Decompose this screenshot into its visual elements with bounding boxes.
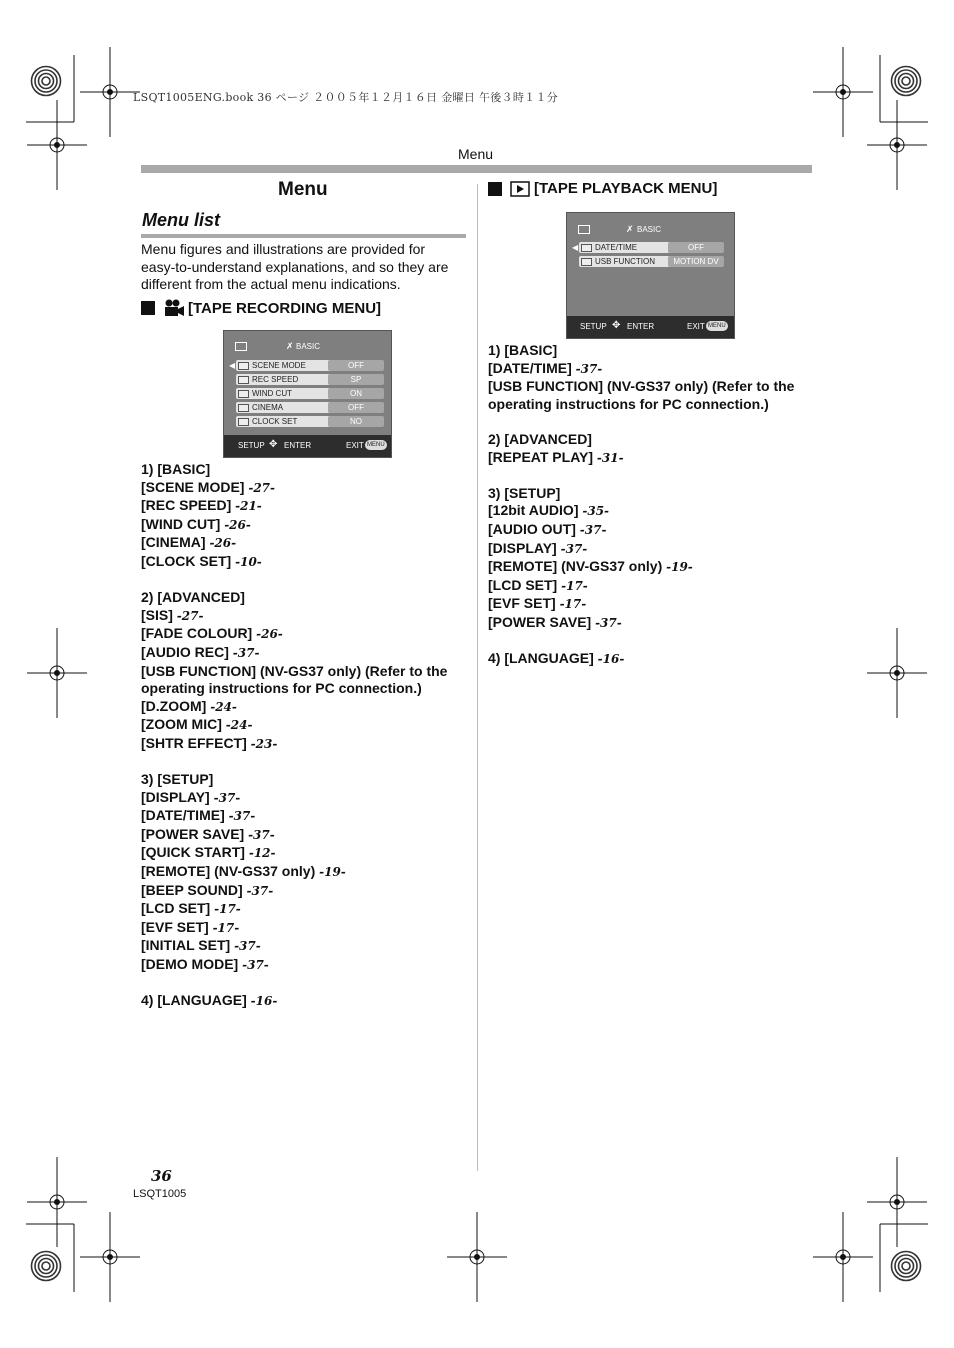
color-target-mark: [899, 1259, 914, 1274]
menu-item-name: [LCD SET]: [141, 900, 215, 917]
menu-item-icon: [581, 258, 592, 266]
movie-camera-icon: [163, 299, 185, 317]
page-reference: -31-: [596, 450, 624, 465]
menu-list-line: [488, 449, 818, 468]
menu-item-name: [AUDIO OUT]: [488, 520, 580, 537]
page-reference: -35-: [582, 504, 610, 519]
color-target-mark: [39, 1259, 54, 1274]
column-divider: [477, 184, 478, 1171]
page-reference: -37-: [575, 361, 603, 376]
header-rule: [141, 165, 812, 173]
registration-dot: [475, 1255, 480, 1260]
menu-item-name: [POWER SAVE]: [141, 825, 249, 842]
menu-badge: MENU: [367, 442, 385, 448]
menu-item-name: 1) [BASIC]: [141, 461, 211, 477]
playback-menu-list: [488, 342, 818, 669]
registration-dot: [55, 1200, 60, 1205]
menu-item-name: [D.ZOOM]: [141, 697, 211, 714]
menu-item-name: 1) [BASIC]: [488, 342, 558, 358]
play-icon: [510, 181, 530, 197]
screen-tab-label: BASIC: [637, 225, 662, 234]
menu-item-name: [DISPLAY]: [488, 539, 561, 556]
page-reference: -17-: [214, 902, 241, 917]
tape-recording-heading: [141, 299, 381, 317]
menu-item-name: 2) [ADVANCED]: [488, 430, 592, 447]
menu-list-line: [141, 497, 471, 516]
menu-list-line: [141, 625, 471, 644]
page-title: Menu: [278, 179, 328, 200]
page-reference: -37-: [560, 541, 588, 556]
registration-dot: [895, 143, 900, 148]
line-gap: [141, 572, 471, 590]
menu-item-name: [DATE/TIME]: [488, 359, 576, 376]
tool-icon: ✗: [286, 341, 294, 351]
line-gap: [488, 413, 818, 431]
menu-item-name: [WIND CUT]: [141, 515, 225, 532]
menu-list-line: [141, 479, 471, 498]
tape-icon: [235, 342, 247, 351]
page-reference: -16-: [250, 994, 278, 1009]
screen-footer-bar: [567, 316, 734, 338]
menu-list-line: [488, 540, 818, 559]
menu-item-name: [DEMO MODE]: [141, 956, 243, 973]
menu-item-name: [12bit AUDIO]: [488, 502, 583, 519]
screen-menu-value: OFF: [328, 360, 384, 371]
menu-item-name: 4) [LANGUAGE]: [488, 650, 598, 667]
menu-item-name: [REC SPEED]: [141, 497, 236, 514]
menu-list-line: [141, 937, 471, 956]
menu-list-line: [488, 558, 818, 577]
page-reference: -24-: [225, 718, 253, 733]
enter-label: ENTER: [284, 441, 312, 450]
menu-item-name: [DISPLAY]: [141, 788, 214, 805]
screen-menu-item: CLOCK SET: [236, 416, 340, 427]
page-reference: -26-: [224, 517, 251, 532]
page-reference: -12-: [248, 846, 276, 861]
page-reference: -26-: [209, 536, 237, 551]
registration-dot: [108, 90, 113, 95]
menu-list-line: [488, 431, 818, 449]
page-reference: -17-: [212, 920, 240, 935]
screen-menu-value: MOTION DV: [668, 256, 724, 267]
menu-item-name: 3) [SETUP]: [141, 771, 214, 788]
menu-item-name: [INITIAL SET]: [141, 937, 235, 954]
menu-item-icon: [581, 244, 592, 252]
menu-list-line: [141, 516, 471, 535]
recording-menu-list: [141, 461, 471, 1011]
menu-list-line: [488, 595, 818, 614]
registration-dot: [108, 1255, 113, 1260]
screen-menu-item: USB FUNCTION: [579, 256, 681, 267]
menu-list-line: [141, 919, 471, 938]
screen-menu-item: CINEMA: [236, 402, 340, 413]
menu-item-icon: [238, 404, 249, 412]
menu-list-line: [141, 644, 471, 663]
enter-label: ENTER: [627, 322, 655, 331]
menu-list-line: [141, 863, 471, 882]
screen-menu-value: OFF: [668, 242, 724, 253]
menu-list-line: [141, 807, 471, 826]
page-reference: -37-: [248, 827, 275, 842]
screen-menu-item: WIND CUT: [236, 388, 340, 399]
color-target-mark: [32, 67, 61, 96]
page-reference: -37-: [579, 522, 607, 537]
page-reference: -10-: [235, 554, 262, 569]
menu-item-name: [FADE COLOUR]: [141, 625, 257, 642]
menu-item-name: [REMOTE] (NV-GS37 only): [141, 863, 320, 880]
page-reference: -37-: [232, 645, 260, 660]
bullet-square-icon: [488, 182, 502, 196]
menu-item-name: [EVF SET]: [488, 595, 560, 612]
page-reference: -16-: [597, 652, 625, 667]
menu-list-line: [488, 360, 818, 379]
tool-icon: ✗: [626, 224, 634, 234]
menu-item-name: [CLOCK SET]: [141, 552, 236, 569]
menu-list-line: [141, 461, 471, 479]
menu-list-line: [141, 882, 471, 901]
menu-list-line: [488, 396, 818, 414]
registration-dot: [841, 90, 846, 95]
doc-code: LSQT1005: [133, 1188, 187, 1200]
registration-dot: [55, 143, 60, 148]
menu-list-line: [141, 534, 471, 553]
joystick-icon: ✥: [612, 320, 621, 331]
menu-item-name: [REMOTE] (NV-GS37 only): [488, 558, 667, 575]
recording-menu-screen: [223, 330, 392, 458]
menu-list-line: [141, 663, 471, 681]
setup-label: SETUP: [580, 322, 607, 331]
menu-item-icon: [238, 418, 249, 426]
selection-arrow-icon: ◀: [229, 361, 236, 370]
page-reference: -19-: [319, 865, 346, 880]
page-reference: -27-: [248, 480, 276, 495]
menu-list-line: [488, 614, 818, 633]
screen-menu-item: SCENE MODE: [236, 360, 340, 371]
color-target-mark: [32, 1252, 61, 1281]
menu-list-line: [488, 342, 818, 360]
screen-menu-value: OFF: [328, 402, 384, 413]
page-reference: -21-: [235, 499, 262, 514]
page-reference: -19-: [666, 560, 693, 575]
menu-item-icon: [238, 376, 249, 384]
menu-list-line: [488, 378, 818, 396]
page-reference: -37-: [213, 790, 241, 805]
page-reference: -37-: [228, 809, 256, 824]
registration-dot: [895, 671, 900, 676]
line-gap: [141, 975, 471, 993]
line-gap: [488, 633, 818, 651]
menu-list-line: [141, 789, 471, 808]
menu-list-line: [141, 826, 471, 845]
screen-menu-item: REC SPEED: [236, 374, 340, 385]
color-target-mark: [39, 74, 54, 89]
color-target-mark: [892, 1252, 921, 1281]
menu-item-name: [CINEMA]: [141, 534, 210, 551]
page-reference: -37-: [242, 958, 269, 973]
menu-item-name: [EVF SET]: [141, 918, 213, 935]
section-subtitle: Menu list: [142, 210, 221, 230]
menu-item-name: 4) [LANGUAGE]: [141, 992, 251, 1009]
color-target-mark: [42, 77, 50, 85]
page-reference: -26-: [256, 627, 283, 642]
tape-recording-title: [TAPE RECORDING MENU]: [188, 299, 382, 317]
menu-item-name: 3) [SETUP]: [488, 484, 561, 501]
menu-list-line: [141, 589, 471, 607]
menu-list-line: [488, 650, 818, 669]
menu-item-name: [QUICK START]: [141, 844, 249, 861]
menu-list-line: [141, 607, 471, 626]
play-mode-icon: [578, 225, 590, 234]
screen-menu-item: DATE/TIME: [579, 242, 681, 253]
menu-list-line: [488, 502, 818, 521]
menu-item-name: [ZOOM MIC]: [141, 716, 226, 733]
page-reference: -17-: [561, 578, 588, 593]
selection-arrow-icon: ◀: [572, 243, 579, 252]
menu-list-line: [141, 771, 471, 789]
menu-list-line: [141, 553, 471, 572]
page-reference: -17-: [559, 597, 587, 612]
screen-menu-value: NO: [328, 416, 384, 427]
running-header: Menu: [458, 146, 494, 162]
menu-list-line: [488, 521, 818, 540]
menu-item-name: [LCD SET]: [488, 576, 562, 593]
registration-dot: [841, 1255, 846, 1260]
exit-label: EXIT: [687, 322, 705, 331]
menu-item-name: [BEEP SOUND]: [141, 881, 247, 898]
page-reference: -27-: [176, 608, 204, 623]
intro-text: Menu figures and illustrations are provided for easy-to-understand explanations, and so they are different from the actual menu indications.: [141, 241, 449, 292]
book-header-line: LSQT1005ENG.book 36 ページ ２００５年１２月１６日 金曜日 午後３時１１分: [133, 91, 559, 104]
page-reference: -37-: [246, 883, 274, 898]
screen-menu-value: ON: [328, 388, 384, 399]
registration-dot: [895, 1200, 900, 1205]
line-gap: [141, 754, 471, 772]
registration-dot: [55, 671, 60, 676]
menu-list-line: [488, 485, 818, 503]
menu-list-line: [141, 956, 471, 975]
menu-list-line: [141, 716, 471, 735]
menu-item-icon: [238, 362, 249, 370]
screen-menu-value: SP: [328, 374, 384, 385]
screen-footer-bar: [224, 435, 391, 457]
menu-item-name: [SHTR EFFECT]: [141, 734, 251, 751]
exit-label: EXIT: [346, 441, 364, 450]
menu-list-line: [141, 680, 471, 698]
menu-item-name: [SCENE MODE]: [141, 478, 249, 495]
line-gap: [488, 467, 818, 485]
menu-list-line: [141, 844, 471, 863]
menu-item-name: operating instructions for PC connection.): [488, 395, 769, 412]
menu-list-line: [141, 698, 471, 717]
page-reference: -37-: [595, 615, 622, 630]
color-target-mark: [42, 1262, 50, 1270]
menu-item-name: operating instructions for PC connection.): [141, 680, 422, 697]
page-reference: -24-: [210, 699, 237, 714]
menu-item-name: [SIS]: [141, 606, 177, 623]
menu-item-name: [USB FUNCTION] (NV-GS37 only) (Refer to the: [141, 662, 448, 679]
menu-item-name: [USB FUNCTION] (NV-GS37 only) (Refer to the: [488, 378, 795, 395]
subtitle-rule: [141, 234, 466, 238]
bullet-square-icon: [141, 301, 155, 315]
menu-item-name: 2) [ADVANCED]: [141, 589, 245, 606]
menu-item-name: [AUDIO REC]: [141, 643, 233, 660]
color-target-mark: [899, 74, 914, 89]
setup-label: SETUP: [238, 441, 265, 450]
page-number: 36: [151, 1167, 172, 1185]
menu-item-name: [POWER SAVE]: [488, 613, 596, 630]
playback-menu-screen: [566, 212, 735, 339]
joystick-icon: ✥: [269, 439, 278, 450]
menu-list-line: [141, 735, 471, 754]
menu-item-name: [DATE/TIME]: [141, 807, 229, 824]
menu-item-name: [REPEAT PLAY]: [488, 448, 597, 465]
tape-playback-title: [TAPE PLAYBACK MENU]: [534, 180, 718, 197]
menu-item-icon: [238, 390, 249, 398]
tape-playback-heading: [488, 180, 717, 197]
menu-list-line: [488, 577, 818, 596]
page-reference: -23-: [250, 736, 278, 751]
color-target-mark: [902, 1262, 910, 1270]
page-reference: -37-: [234, 939, 261, 954]
screen-tab-label: BASIC: [296, 342, 321, 351]
menu-badge: MENU: [708, 323, 726, 329]
color-target-mark: [902, 77, 910, 85]
color-target-mark: [892, 67, 921, 96]
menu-list-line: [141, 900, 471, 919]
menu-list-line: [141, 992, 471, 1011]
